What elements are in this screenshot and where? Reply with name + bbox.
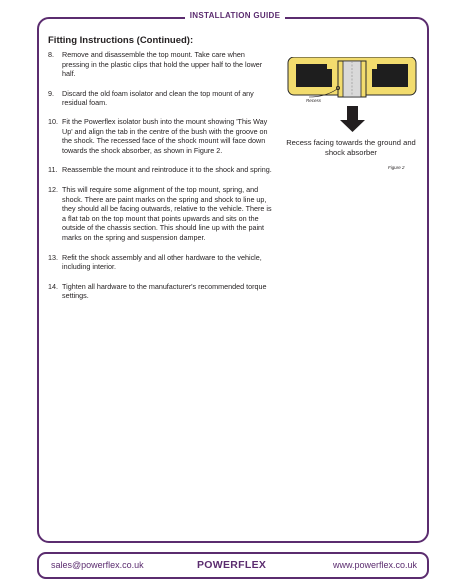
step-9: 9. Discard the old foam isolator and clean the top mount of any residual foam. (48, 88, 254, 108)
footer-email-link[interactable]: sales@powerflex.co.uk (51, 560, 144, 570)
top-mount-diagram (283, 57, 421, 177)
rubber-right (372, 64, 408, 87)
step-14: 14. Tighten all hardware to the manufacturer's recommended torque settings. (48, 281, 267, 301)
rubber-left (296, 64, 332, 87)
step-8: 8. Remove and disassemble the top mount. Take care when pressing in the plastic clips that hold the upper half to the lower half. (48, 50, 263, 79)
step-13: 13. Refit the shock assembly and all other hardware to the vehicle, including interior. (48, 252, 262, 272)
step-11: 11. Reassemble the mount and reintroduce it to the shock and spring. (48, 165, 272, 175)
section-title: Fitting Instructions (Continued): (48, 35, 194, 46)
down-arrow-shaft (347, 106, 358, 121)
step-10: 10. Fit the Powerflex isolator bush into the mount showing 'This Way Up' and align the tab in the centre of the bush with the groove on the shock. The recessed face of the shock mount will face down towards the shock absorber, as shown in Figure 2. (48, 116, 268, 155)
steps-list (48, 50, 273, 301)
figure-caption: Recess facing towards the ground and shock absorber (286, 138, 416, 157)
footer-website-link[interactable]: www.powerflex.co.uk (332, 560, 417, 570)
step-12: 12. This will require some alignment of the top mount, spring, and shock. There are paint marks on the spring and shock to line up, they should all be facing outwards, relative to the vehicle. There is a flat tab on the top mount that points upwards and sits on the outside of the chassis section. This should line up with the paint marks on the spring and suspension damper. (48, 184, 272, 242)
recess-label: Recess (306, 98, 322, 103)
header-label: INSTALLATION GUIDE (0, 11, 470, 20)
footer-brand-logo: POWERFLEX (197, 559, 267, 571)
down-arrow-icon (340, 120, 365, 132)
figure-label: Figure 2 (388, 165, 405, 170)
footer-bar (37, 552, 429, 579)
